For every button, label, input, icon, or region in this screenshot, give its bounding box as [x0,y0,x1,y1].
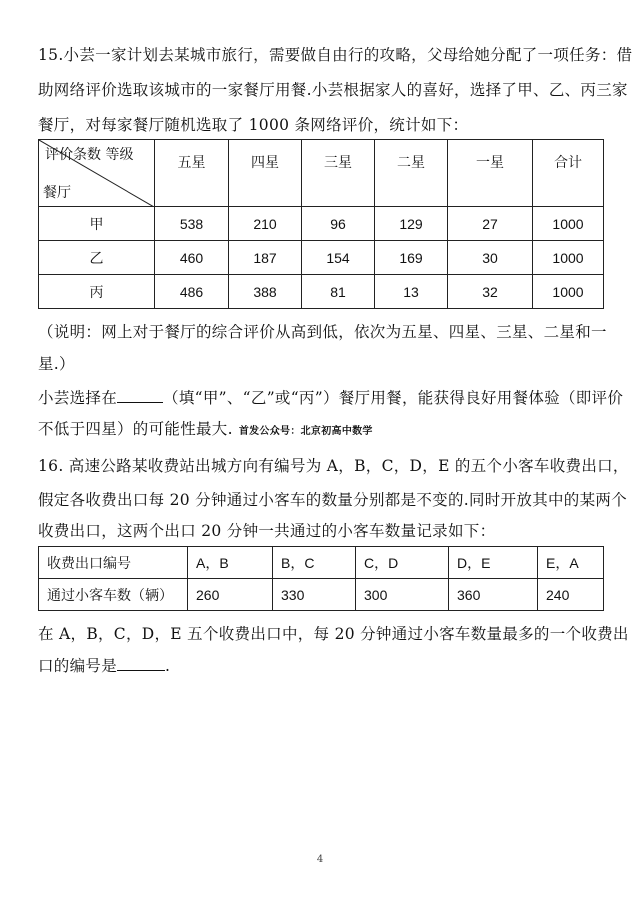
header-five-star: 五星 [155,140,229,207]
restaurant-rating-table [38,139,604,309]
table-cell: 187 [229,241,302,275]
table-cell: 460 [155,241,229,275]
q16-line-2: 假定各收费出口每 20 分钟通过小客车的数量分别都是不变的.同时开放其中的某两个 [38,491,628,509]
q16-ask-prefix: 口的编号是 [38,657,118,675]
header-three-star: 三星 [302,140,375,207]
header-total: 合计 [533,140,604,207]
q16-question-line-1: 在 A，B，C，D，E 五个收费出口中，每 20 分钟通过小客车数量最多的一个收费出 [38,625,629,643]
source-tag: 首发公众号：北京初高中数学 [238,426,373,437]
table-cell: C，D [356,547,449,579]
table-cell: 300 [356,579,449,611]
table-row [39,579,604,611]
corner-cell [39,140,155,207]
table-cell: 240 [538,579,604,611]
row-label-yi: 乙 [39,241,155,275]
table-cell: 32 [448,275,533,309]
q16-line-1: 16. 高速公路某收费站出城方向有编号为 A，B，C，D，E 的五个小客车收费出口， [38,457,629,475]
table-cell: 360 [449,579,538,611]
toll-exit-table [38,546,604,611]
header-one-star: 一星 [448,140,533,207]
q16-ask-suffix: . [165,657,171,675]
table-cell: 260 [188,579,273,611]
q15-line-1: 15.小芸一家计划去某城市旅行，需要做自由行的攻略，父母给她分配了一项任务：借 [38,46,633,64]
table-cell: A，B [188,547,273,579]
q16-question-line-2 [38,654,170,676]
table-cell: 486 [155,275,229,309]
q15-question-line-1 [38,386,623,408]
table-cell: 30 [448,241,533,275]
table-cell: 1000 [533,207,604,241]
q15-ask-suffix: （填“甲”、“乙”或“丙”）餐厅用餐，能获得良好用餐体验（即评价 [163,389,624,407]
corner-bottom-label: 餐厅 [43,185,71,201]
table-row [39,241,604,275]
q15-answer-blank[interactable] [117,402,163,403]
q15-question-line-2 [38,417,373,439]
page-number: 4 [316,854,324,865]
row-label-jia: 甲 [39,207,155,241]
q16-line-3: 收费出口，这两个出口 20 分钟一共通过的小客车数量记录如下： [38,522,496,540]
row-label-bing: 丙 [39,275,155,309]
table-cell: 330 [273,579,356,611]
q15-line-3: 餐厅，对每家餐厅随机选取了 1000 条网络评价，统计如下： [38,116,469,134]
q15-note-line-1: （说明：网上对于餐厅的综合评价从高到低，依次为五星、四星、三星、二星和一 [38,323,607,341]
q15-note-line-2: 星.） [38,355,75,373]
corner-top-label: 评价条数 等级 [45,147,134,163]
table-cell: 27 [448,207,533,241]
table-cell: 388 [229,275,302,309]
table-cell: 210 [229,207,302,241]
table-cell: B，C [273,547,356,579]
q15-ask-prefix: 小芸选择在 [38,389,118,407]
car-count-label: 通过小客车数（辆） [39,579,188,611]
table-row [39,547,604,579]
table-cell: 1000 [533,275,604,309]
table-cell: 538 [155,207,229,241]
q16-answer-blank[interactable] [117,670,165,671]
table-cell: 154 [302,241,375,275]
table-cell: D，E [449,547,538,579]
table-cell: 1000 [533,241,604,275]
header-four-star: 四星 [229,140,302,207]
table-row [39,275,604,309]
table-cell: 81 [302,275,375,309]
table-cell: 13 [375,275,448,309]
exit-label-header: 收费出口编号 [39,547,188,579]
table-cell: 129 [375,207,448,241]
table-row [39,207,604,241]
table-cell: 96 [302,207,375,241]
q15-line-2: 助网络评价选取该城市的一家餐厅用餐.小芸根据家人的喜好，选择了甲、乙、丙三家 [38,81,628,99]
table-cell: 169 [375,241,448,275]
header-two-star: 二星 [375,140,448,207]
q15-ask-line-2: 不低于四星）的可能性最大. [38,420,233,438]
table-cell: E，A [538,547,604,579]
